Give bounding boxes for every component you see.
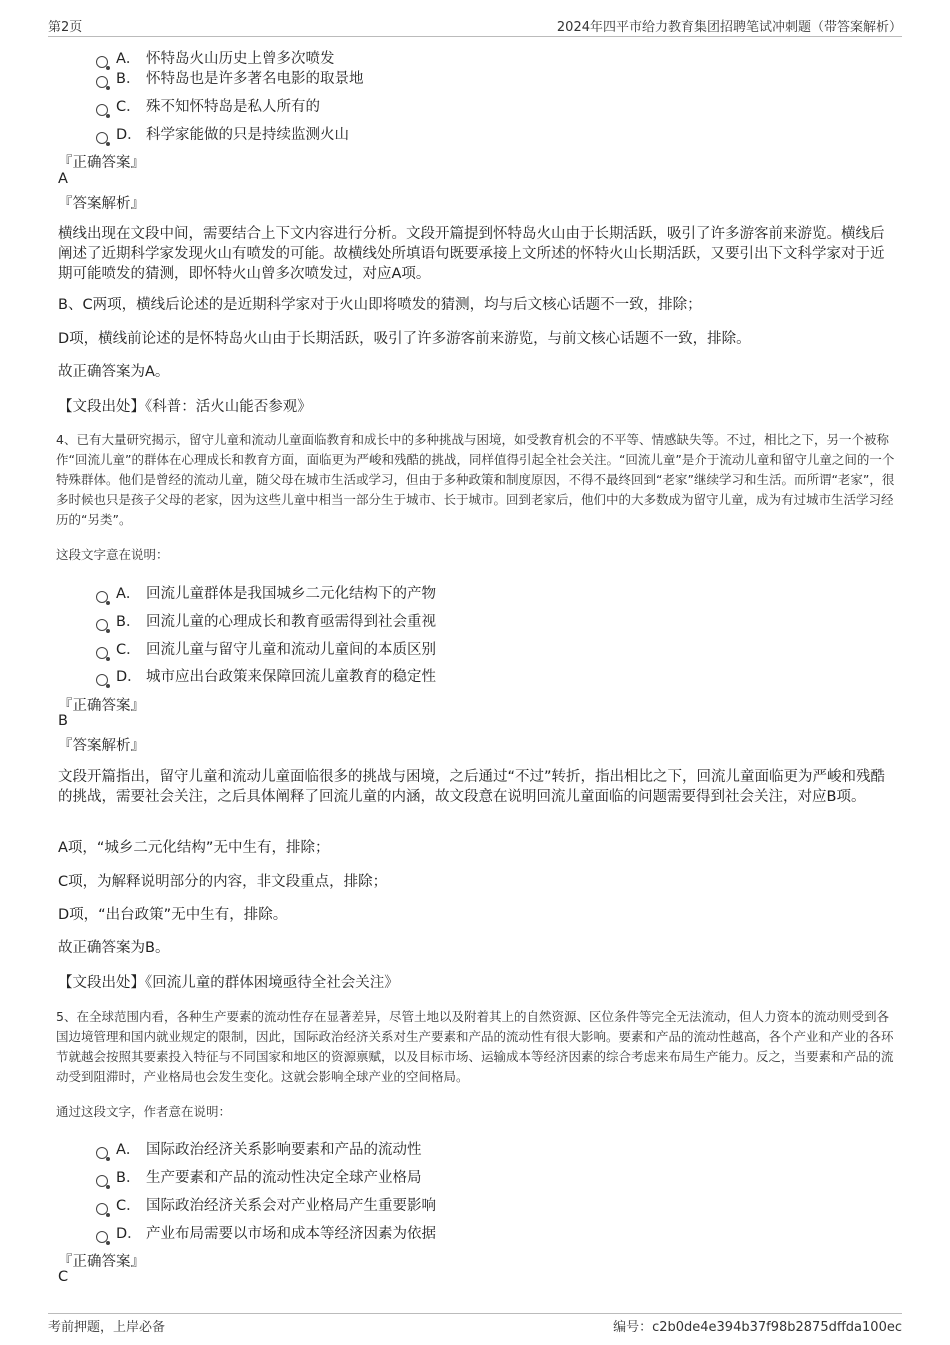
radio-icon[interactable] xyxy=(96,132,108,144)
q3-analysis-paragraph: B、C两项，横线后论述的是近期科学家对于火山即将喷发的猜测，均与后文核心话题不一致，排除； xyxy=(58,297,702,313)
radio-icon[interactable] xyxy=(96,1175,108,1187)
radio-icon[interactable] xyxy=(96,1231,108,1243)
q4-analysis-paragraph: 故正确答案为B。 xyxy=(58,940,170,956)
q3-analysis-paragraph: 横线出现在文段中间，需要结合上下文内容进行分析。文段开篇提到怀特岛火山由于长期活跃，吸引了许多游客前来游览。横线后阐述了近期科学家发现火山有喷发的可能。故横线处所填语句既要承接上文所述的怀特火山长期活跃，又要引出下文科学家对于近期可能喷发的猜测，即怀特火山曾多次喷发过，对应A项。 xyxy=(58,226,885,282)
page-footer xyxy=(48,1313,902,1335)
q5-option-d[interactable]: D． 产业布局需要以市场和成本等经济因素为依据 xyxy=(96,1222,436,1243)
radio-icon[interactable] xyxy=(96,619,108,631)
radio-icon[interactable] xyxy=(96,591,108,603)
q5-option-c[interactable]: C． 国际政治经济关系会对产业格局产生重要影响 xyxy=(96,1194,436,1215)
document-id: 编号：c2b0de4e394b37f98b2875dffda100ec xyxy=(613,1320,902,1335)
q4-analysis-paragraph: D项，“出台政策”无中生有，排除。 xyxy=(58,907,288,923)
radio-icon[interactable] xyxy=(96,1147,108,1159)
q5-answer: C xyxy=(58,1269,69,1285)
q4-stem: 4、已有大量研究揭示，留守儿童和流动儿童面临教育和成长中的多种挑战与困境，如受教育机会的不平等、情感缺失等。不过，相比之下，另一个被称作“回流儿童”的群体在心理成长和教育方面，面临更为严峻和残酷的挑战，同样值得引起全社会关注。“回流儿童”是介于流动儿童和留守儿童之间的一个特殊群体。他们是曾经的流动儿童，随父母在城市生活或学习，但由于多种政策和制度原因，不得不最终回到“老家”继续学习和生活。而所谓“老家”，很多时候也只是孩子父母的老家，因为这些儿童中相当一部分生于城市、长于城市。回到老家后，他们中的大多数成为留守儿童，成为有过城市生活学习经历的“另类”。 xyxy=(56,432,895,527)
page-number: 第2页 xyxy=(48,20,83,35)
q4-option-c[interactable]: C． 回流儿童与留守儿童和流动儿童间的本质区别 xyxy=(96,638,436,659)
q4-option-b[interactable]: B． 回流儿童的心理成长和教育亟需得到社会重视 xyxy=(96,610,436,631)
footer-slogan: 考前押题，上岸必备 xyxy=(48,1320,166,1335)
q4-option-d[interactable]: D． 城市应出台政策来保障回流儿童教育的稳定性 xyxy=(96,665,436,686)
document-title: 2024年四平市给力教育集团招聘笔试冲刺题（带答案解析） xyxy=(556,20,902,35)
q4-answer-heading: 『正确答案』 xyxy=(58,698,145,714)
q3-answer-heading: 『正确答案』 xyxy=(58,155,145,171)
q3-source: 【文段出处】《科普：活火山能否参观》 xyxy=(58,399,312,415)
q3-analysis-paragraph: 故正确答案为A。 xyxy=(58,364,170,380)
radio-icon[interactable] xyxy=(96,76,108,88)
q3-answer: A xyxy=(58,171,68,187)
q3-analysis-heading: 『答案解析』 xyxy=(58,196,145,212)
q4-analysis-paragraph: C项，为解释说明部分的内容，非文段重点，排除； xyxy=(58,874,388,890)
q3-analysis-paragraph: D项，横线前论述的是怀特岛火山由于长期活跃，吸引了许多游客前来游览，与前文核心话题不一致，排除。 xyxy=(58,331,751,347)
q5-stem: 5、在全球范围内看，各种生产要素的流动性存在显著差异，尽管土地以及附着其上的自然资源、区位条件等完全无法流动，但人力资本的流动则受到各国边境管理和国内就业规定的限制，因此，国际政治经济关系对生产要素和产品的流动性有很大影响。要素和产品的流动性越高，各个产业和产业的各环节就越会按照其要素投入特征与不同国家和地区的资源禀赋，以及目标市场、运输成本等经济因素的综合考虑来布局生产能力。反之，当要素和产品的流动受到阻滞时，产业格局也会发生变化。这就会影响全球产业的空间格局。 xyxy=(56,1009,894,1084)
q4-analysis-heading: 『答案解析』 xyxy=(58,738,145,754)
q4-analysis-paragraph: 文段开篇指出，留守儿童和流动儿童面临很多的挑战与困境，之后通过“不过”转折，指出相比之下，回流儿童面临更为严峻和残酷的挑战，需要社会关注，之后具体阐释了回流儿童的内涵，故文段意在说明回流儿童面临的问题需要得到社会关注，对应B项。 xyxy=(58,769,886,805)
q4-question: 这段文字意在说明： xyxy=(56,547,169,562)
radio-icon[interactable] xyxy=(96,104,108,116)
q5-question: 通过这段文字，作者意在说明： xyxy=(56,1104,232,1119)
q4-option-a[interactable]: A． 回流儿童群体是我国城乡二元化结构下的产物 xyxy=(96,582,436,603)
radio-icon[interactable] xyxy=(96,647,108,659)
q5-option-a[interactable]: A． 国际政治经济关系影响要素和产品的流动性 xyxy=(96,1138,422,1159)
q4-source: 【文段出处】《回流儿童的群体困境亟待全社会关注》 xyxy=(58,975,399,991)
q5-option-b[interactable]: B． 生产要素和产品的流动性决定全球产业格局 xyxy=(96,1166,422,1187)
q3-option-c[interactable]: C． 殊不知怀特岛是私人所有的 xyxy=(96,95,320,116)
q3-option-a[interactable]: A． 怀特岛火山历史上曾多次喷发 xyxy=(96,47,335,68)
page-header xyxy=(48,16,902,37)
radio-icon[interactable] xyxy=(96,1203,108,1215)
q4-answer: B xyxy=(58,713,68,729)
q5-answer-heading: 『正确答案』 xyxy=(58,1254,145,1270)
radio-icon[interactable] xyxy=(96,674,108,686)
q3-option-b[interactable]: B． 怀特岛也是许多著名电影的取景地 xyxy=(96,67,364,88)
q3-option-d[interactable]: D． 科学家能做的只是持续监测火山 xyxy=(96,123,349,144)
q4-analysis-paragraph: A项，“城乡二元化结构”无中生有，排除； xyxy=(58,840,330,856)
